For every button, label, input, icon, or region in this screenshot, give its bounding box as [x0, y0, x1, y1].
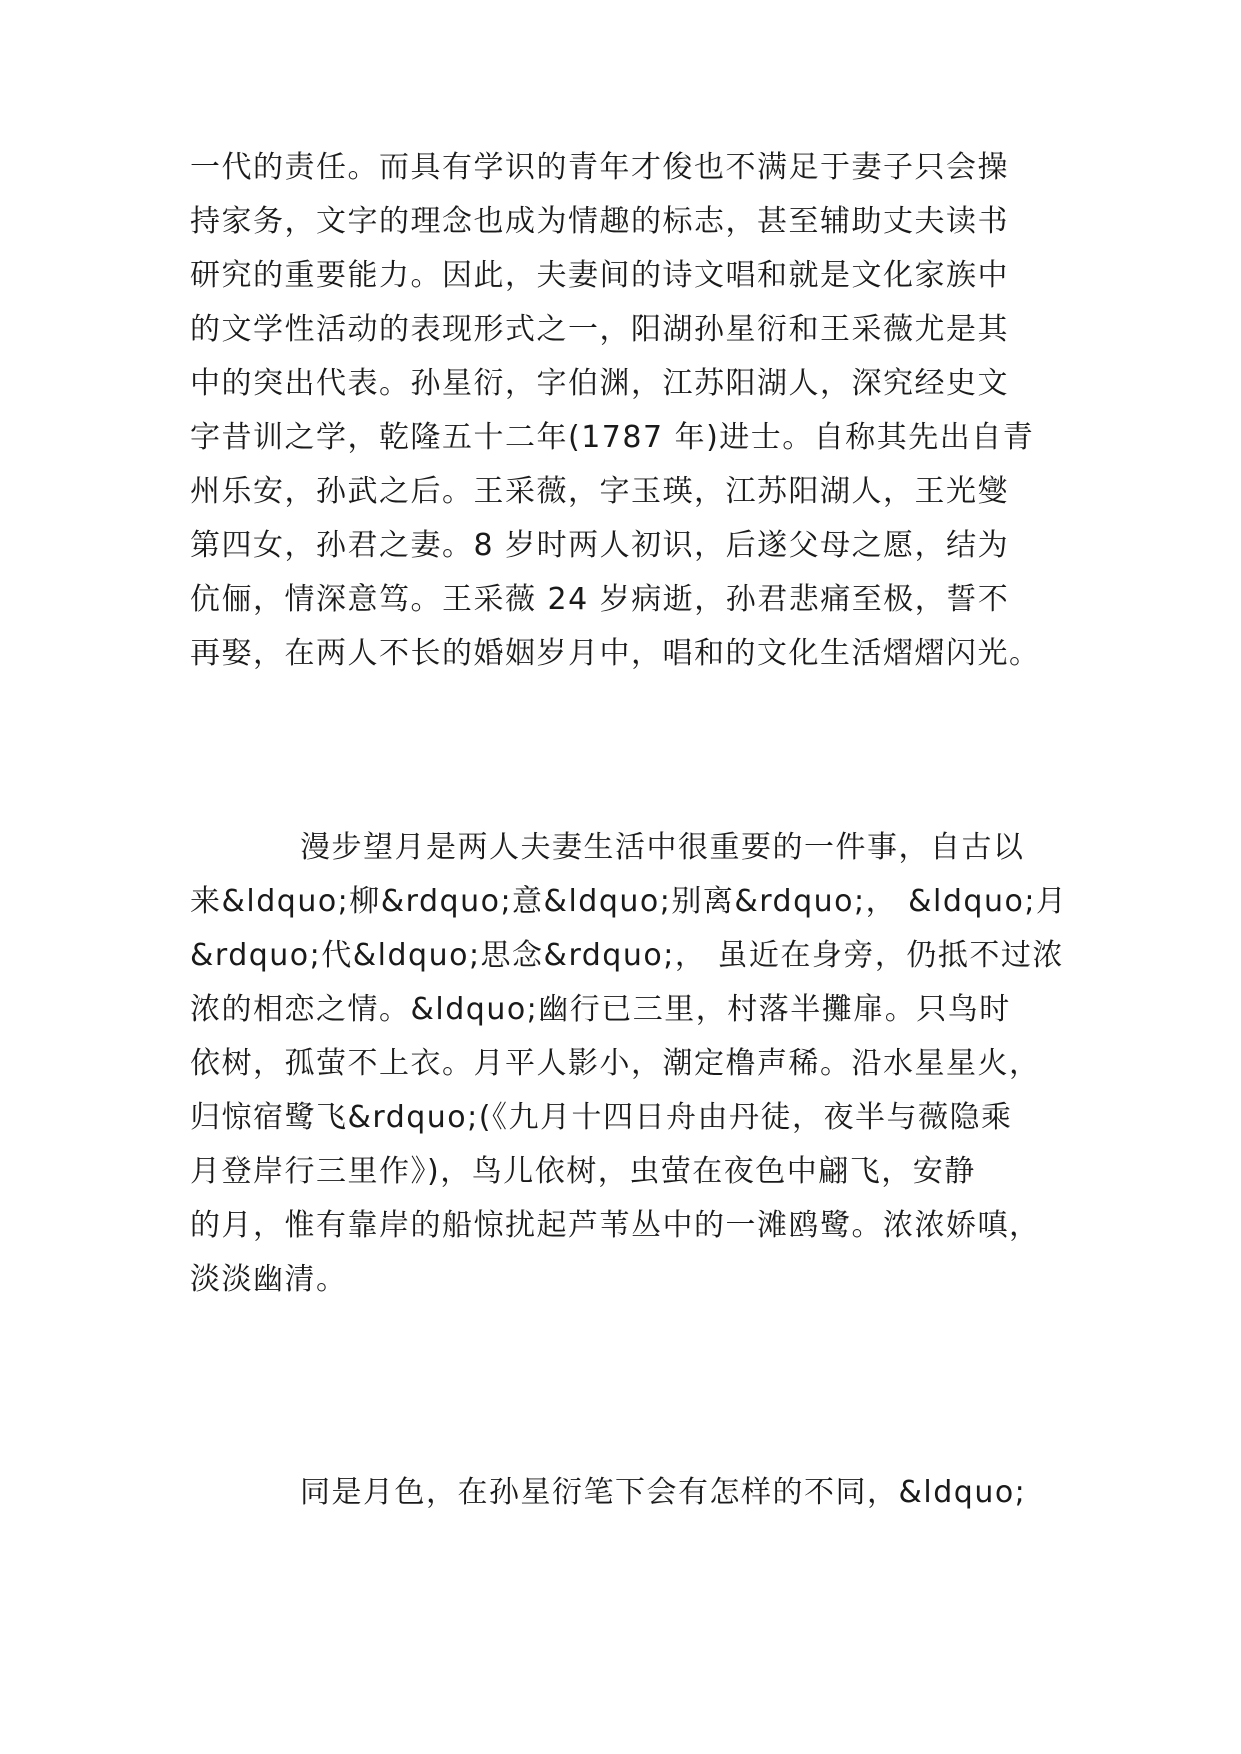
paragraph-1-line-3: 研究的重要能力。因此，夫妻间的诗文唱和就是文化家族中 [190, 258, 1009, 293]
paragraph-2-line-9: 淡淡幽清。 [190, 1262, 348, 1297]
paragraph-1-line-6: 字昔训之学，乾隆五十二年(1787 年)进士。自称其先出自青 [190, 420, 1035, 455]
paragraph-2-line-6: 归惊宿鹭飞&rdquo;(《九月十四日舟由丹徒，夜半与薇隐乘 [190, 1100, 1013, 1135]
paragraph-2-line-7: 月登岸行三里作》)，鸟儿依树，虫萤在夜色中翩飞，安静 [190, 1154, 976, 1189]
paragraph-1-line-5: 中的突出代表。孙星衍，字伯渊，江苏阳湖人，深究经史文 [190, 366, 1009, 401]
paragraph-1-line-9: 伉俪，情深意笃。王采薇 24 岁病逝，孙君悲痛至极，誓不 [190, 582, 1010, 617]
paragraph-3-line-1: 同是月色，在孙星衍笔下会有怎样的不同，&ldquo; [300, 1475, 1027, 1510]
paragraph-2-line-8: 的月，惟有靠岸的船惊扰起芦苇丛中的一滩鸥鹭。浓浓娇嗔， [190, 1208, 1041, 1243]
paragraph-1-line-7: 州乐安，孙武之后。王采薇，字玉瑛，江苏阳湖人，王光燮 [190, 474, 1009, 509]
paragraph-2-line-4: 浓的相恋之情。&ldquo;幽行已三里，村落半攤扉。只鸟时 [190, 992, 1011, 1027]
paragraph-2-line-3: &rdquo;代&ldquo;思念&rdquo;， 虽近在身旁，仍抵不过浓 [190, 938, 1064, 973]
paragraph-1-line-10: 再娶，在两人不长的婚姻岁月中，唱和的文化生活熠熠闪光。 [190, 636, 1041, 671]
paragraph-1-line-4: 的文学性活动的表现形式之一，阳湖孙星衍和王采薇尤是其 [190, 312, 1009, 347]
paragraph-2-line-5: 依树，孤萤不上衣。月平人影小，潮定橹声稀。沿水星星火， [190, 1046, 1041, 1081]
paragraph-2-line-1: 漫步望月是两人夫妻生活中很重要的一件事，自古以 [300, 830, 1025, 865]
paragraph-1-line-8: 第四女，孙君之妻。8 岁时两人初识，后遂父母之愿，结为 [190, 528, 1010, 563]
paragraph-2-line-2: 来&ldquo;柳&rdquo;意&ldquo;别离&rdquo;， &ldquo;月 [190, 884, 1068, 919]
paragraph-1-line-1: 一代的责任。而具有学识的青年才俊也不满足于妻子只会操 [190, 150, 1009, 185]
paragraph-1-line-2: 持家务，文字的理念也成为情趣的标志，甚至辅助丈夫读书 [190, 204, 1009, 239]
